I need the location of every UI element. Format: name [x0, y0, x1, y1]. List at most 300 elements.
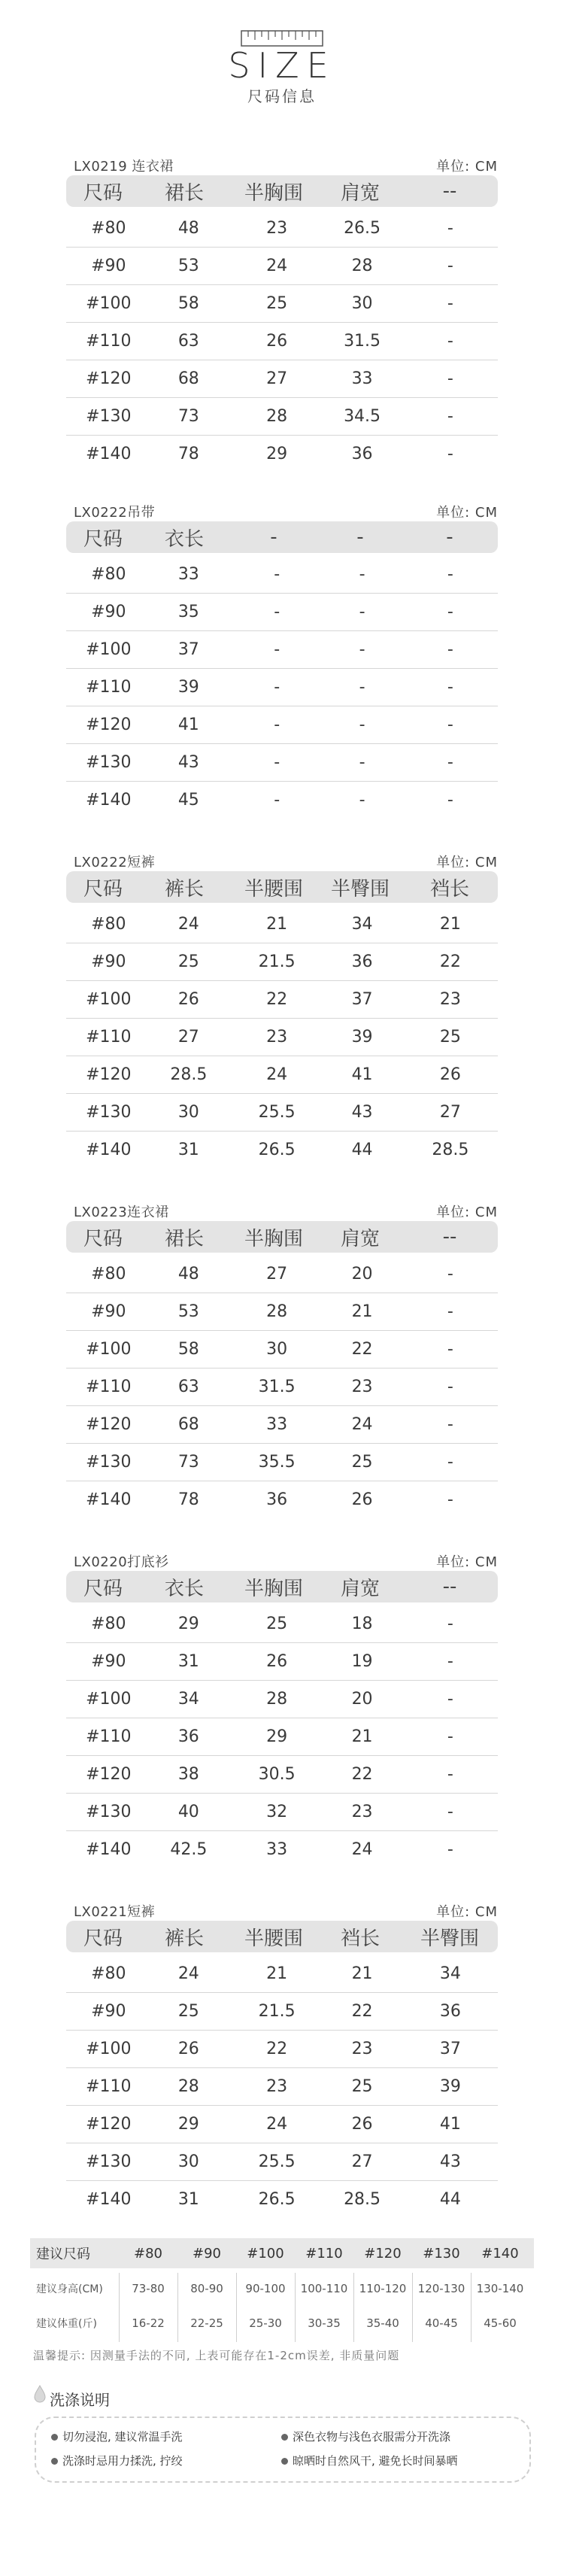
recommend-height: 120-130 — [417, 2282, 465, 2295]
table-row — [66, 1019, 498, 1056]
table-row — [66, 1681, 498, 1718]
column-header: 裙长 — [164, 181, 204, 205]
table-cell: 28.5 — [170, 1065, 208, 1084]
column-header: 裙长 — [164, 1227, 204, 1250]
size-table — [66, 1900, 498, 2218]
table-cell: - — [447, 640, 453, 659]
table-cell: 28.5 — [344, 2190, 381, 2209]
table-cell: #90 — [91, 1652, 126, 1671]
table-cell: - — [359, 678, 365, 697]
table-cell: 31.5 — [344, 332, 381, 351]
table-row — [66, 2031, 498, 2068]
table-row — [66, 1605, 498, 1643]
table-cell: - — [447, 1265, 453, 1283]
table-cell: 37 — [351, 990, 373, 1009]
table-cell: 34 — [177, 1690, 199, 1709]
table-cell: 31 — [177, 1652, 199, 1671]
table-cell: #90 — [91, 952, 126, 971]
table-cell: #140 — [86, 2190, 132, 2209]
table-cell: 21 — [351, 1964, 373, 1983]
table-cell: - — [447, 445, 453, 463]
recommend-weight: 40-45 — [425, 2316, 458, 2330]
table-cell: 22 — [439, 952, 461, 971]
table-row — [66, 1331, 498, 1368]
recommend-weight: 22-25 — [190, 2316, 223, 2330]
recommend-table — [30, 2238, 534, 2341]
wash-item — [51, 2429, 183, 2444]
table-cell: 68 — [177, 1415, 199, 1434]
table-cell: 29 — [177, 2115, 199, 2134]
table-cell: #120 — [86, 715, 132, 734]
table-cell: - — [447, 1765, 453, 1784]
table-cell: 25 — [351, 1453, 373, 1472]
table-cell: 24 — [266, 2115, 288, 2134]
table-cell: 63 — [177, 1378, 199, 1396]
table-unit: 单位: CM — [436, 855, 498, 870]
table-cell: - — [447, 603, 453, 621]
table-cell: 20 — [351, 1690, 373, 1709]
table-cell: 24 — [266, 1065, 288, 1084]
table-unit: 单位: CM — [436, 1554, 498, 1570]
table-row — [66, 210, 498, 248]
table-row — [66, 706, 498, 744]
table-cell: - — [447, 753, 453, 772]
table-cell: 34 — [351, 915, 373, 934]
table-cell: 19 — [351, 1652, 373, 1671]
recommend-height-label: 建议身高(CM) — [36, 2283, 103, 2295]
table-cell: 22 — [351, 1765, 373, 1784]
table-cell: #120 — [86, 1415, 132, 1434]
table-cell: 43 — [351, 1103, 373, 1122]
table-cell: 26.5 — [258, 2190, 296, 2209]
table-cell: 37 — [439, 2040, 461, 2058]
table-cell: - — [447, 257, 453, 275]
table-row — [66, 556, 498, 594]
table-cell: 26 — [266, 332, 288, 351]
table-cell: #130 — [86, 1103, 132, 1122]
table-cell: - — [447, 565, 453, 584]
table-cell: 30 — [177, 1103, 199, 1122]
table-cell: #110 — [86, 332, 132, 351]
table-cell: 68 — [177, 369, 199, 388]
column-divider — [412, 2273, 413, 2342]
table-cell: - — [447, 1490, 453, 1509]
column-header: 衣长 — [164, 1577, 204, 1600]
table-cell: 23 — [351, 2040, 373, 2058]
table-header — [66, 521, 498, 553]
table-title: LX0222吊带 — [74, 505, 156, 521]
table-row — [66, 594, 498, 631]
table-cell: 29 — [266, 445, 288, 463]
bullet-icon — [281, 2434, 288, 2441]
column-header: 尺码 — [83, 1577, 123, 1600]
table-cell: 26 — [177, 990, 199, 1009]
table-unit: 单位: CM — [436, 1204, 498, 1220]
table-title: LX0222短裤 — [74, 855, 156, 870]
recommend-height: 110-120 — [359, 2282, 407, 2295]
table-cell: - — [359, 640, 365, 659]
table-cell: 39 — [351, 1028, 373, 1046]
table-row — [66, 436, 498, 472]
table-row — [66, 2143, 498, 2181]
column-header: 尺码 — [83, 1227, 123, 1250]
table-cell: - — [447, 1803, 453, 1821]
table-cell: 30.5 — [258, 1765, 296, 1784]
table-cell: 26 — [439, 1065, 461, 1084]
wash-item-text: 洗涤时忌用力揉洗, 拧绞 — [62, 2454, 183, 2468]
table-cell: 20 — [351, 1265, 373, 1283]
table-cell: 22 — [351, 2002, 373, 2021]
table-cell: #110 — [86, 1727, 132, 1746]
table-cell: 21 — [351, 1302, 373, 1321]
water-drop-icon — [33, 2385, 47, 2406]
table-cell: 35.5 — [258, 1453, 296, 1472]
table-cell: 30 — [266, 1340, 288, 1359]
column-header: 半胸围 — [244, 181, 303, 205]
table-cell: - — [359, 603, 365, 621]
table-cell: #100 — [86, 294, 132, 313]
size-table — [66, 500, 498, 819]
table-cell: 21 — [266, 1964, 288, 1983]
column-header: 肩宽 — [340, 1577, 380, 1600]
table-cell: - — [359, 753, 365, 772]
table-cell: 32 — [266, 1803, 288, 1821]
wash-item — [281, 2453, 458, 2468]
table-cell: 26.5 — [344, 219, 381, 238]
wash-title: 洗涤说明 — [50, 2391, 110, 2409]
table-header — [66, 175, 498, 207]
table-cell: 31 — [177, 2190, 199, 2209]
table-cell: #80 — [91, 1265, 126, 1283]
column-header: 尺码 — [83, 877, 123, 901]
column-header: 半胸围 — [244, 1577, 303, 1600]
size-table — [66, 154, 498, 472]
table-cell: 29 — [177, 1615, 199, 1633]
table-cell: 23 — [439, 990, 461, 1009]
column-header: -- — [442, 1226, 457, 1248]
table-cell: - — [274, 640, 280, 659]
column-divider — [295, 2273, 296, 2342]
table-cell: 26 — [351, 2115, 373, 2134]
table-cell: 38 — [177, 1765, 199, 1784]
table-row — [66, 669, 498, 706]
table-row — [66, 1256, 498, 1293]
table-cell: 25.5 — [258, 1103, 296, 1122]
table-cell: 26 — [266, 1652, 288, 1671]
wash-item-text: 切勿浸泡, 建议常温手洗 — [62, 2430, 183, 2444]
table-cell: 25 — [351, 2077, 373, 2096]
table-cell: 36 — [177, 1727, 199, 1746]
recommend-weight-row — [30, 2306, 534, 2341]
table-cell: 18 — [351, 1615, 373, 1633]
table-row — [66, 2068, 498, 2106]
table-cell: 39 — [439, 2077, 461, 2096]
column-header: - — [270, 526, 277, 548]
table-cell: #130 — [86, 407, 132, 426]
table-title: LX0219 连衣裙 — [74, 159, 174, 175]
column-header: - — [446, 526, 453, 548]
table-row — [66, 782, 498, 819]
table-cell: 31 — [177, 1141, 199, 1159]
table-cell: - — [447, 219, 453, 238]
table-cell: 27 — [439, 1103, 461, 1122]
bullet-icon — [281, 2458, 288, 2465]
table-cell: 28 — [266, 1302, 288, 1321]
table-cell: - — [274, 565, 280, 584]
column-header: 尺码 — [83, 1927, 123, 1950]
table-cell: 36 — [439, 2002, 461, 2021]
table-header — [66, 871, 498, 903]
table-unit: 单位: CM — [436, 159, 498, 175]
table-cell: 24 — [177, 1964, 199, 1983]
table-cell: 29 — [266, 1727, 288, 1746]
recommend-size: #140 — [481, 2245, 519, 2262]
table-title: LX0220打底衫 — [74, 1554, 169, 1570]
table-cell: 21.5 — [258, 952, 296, 971]
size-table — [66, 1200, 498, 1518]
table-cell: - — [359, 565, 365, 584]
table-cell: #90 — [91, 2002, 126, 2021]
table-cell: 36 — [351, 445, 373, 463]
table-cell: 28.5 — [432, 1141, 469, 1159]
table-cell: - — [447, 1340, 453, 1359]
table-cell: #90 — [91, 603, 126, 621]
size-table — [66, 850, 498, 1168]
table-cell: 78 — [177, 1490, 199, 1509]
table-cell: 25 — [177, 2002, 199, 2021]
table-cell: 28 — [266, 407, 288, 426]
table-cell: 24 — [177, 915, 199, 934]
table-cell: 48 — [177, 1265, 199, 1283]
recommend-size: #100 — [247, 2245, 284, 2262]
table-cell: #130 — [86, 2152, 132, 2171]
table-cell: - — [447, 715, 453, 734]
table-header — [66, 1921, 498, 1952]
column-header: 半臀围 — [420, 1927, 479, 1950]
column-divider — [471, 2273, 472, 2342]
table-cell: #140 — [86, 1141, 132, 1159]
table-cell: 78 — [177, 445, 199, 463]
table-cell: #100 — [86, 2040, 132, 2058]
measurement-note: 温馨提示: 因测量手法的不同, 上表可能存在1-2cm误差, 非质量问题 — [33, 2349, 400, 2362]
table-row — [66, 1056, 498, 1094]
table-cell: 21 — [351, 1727, 373, 1746]
column-header: 衣长 — [164, 527, 204, 551]
column-header: 半腰围 — [244, 1927, 303, 1950]
column-header: 半臀围 — [330, 877, 390, 901]
column-divider — [119, 2273, 120, 2342]
table-cell: - — [447, 1727, 453, 1746]
size-title: SIZE — [228, 45, 336, 86]
table-cell: #110 — [86, 1378, 132, 1396]
table-cell: 36 — [351, 952, 373, 971]
table-cell: 24 — [351, 1415, 373, 1434]
table-cell: 24 — [266, 257, 288, 275]
table-cell: #100 — [86, 1340, 132, 1359]
column-header: - — [356, 526, 364, 548]
table-row — [66, 1718, 498, 1756]
table-cell: - — [447, 1453, 453, 1472]
table-cell: 23 — [351, 1803, 373, 1821]
table-cell: 34 — [439, 1964, 461, 1983]
table-cell: 30 — [351, 294, 373, 313]
table-cell: 27 — [177, 1028, 199, 1046]
wash-item-text: 深色衣物与浅色衣服需分开洗涤 — [293, 2430, 451, 2444]
column-header: 尺码 — [83, 181, 123, 205]
table-cell: #110 — [86, 1028, 132, 1046]
table-cell: 33 — [266, 1415, 288, 1434]
recommend-height: 80-90 — [190, 2282, 223, 2295]
size-table — [66, 1550, 498, 1868]
table-row — [66, 1444, 498, 1481]
column-header: 裤长 — [164, 1927, 204, 1950]
table-cell: #80 — [91, 915, 126, 934]
table-title: LX0221短裤 — [74, 1904, 156, 1920]
table-cell: 63 — [177, 332, 199, 351]
table-cell: 27 — [351, 2152, 373, 2171]
table-cell: 25 — [266, 294, 288, 313]
table-row — [66, 1794, 498, 1831]
recommend-weight: 45-60 — [484, 2316, 517, 2330]
wash-instructions — [35, 2417, 531, 2483]
table-cell: 28 — [351, 257, 373, 275]
table-cell: - — [447, 369, 453, 388]
table-cell: #100 — [86, 1690, 132, 1709]
table-cell: 28 — [177, 2077, 199, 2096]
table-cell: 44 — [351, 1141, 373, 1159]
recommend-size: #110 — [305, 2245, 343, 2262]
bullet-icon — [51, 2458, 58, 2465]
table-cell: 24 — [351, 1840, 373, 1859]
table-cell: 21.5 — [258, 2002, 296, 2021]
table-row — [66, 631, 498, 669]
recommend-header — [30, 2238, 534, 2268]
table-cell: 44 — [439, 2190, 461, 2209]
table-row — [66, 1831, 498, 1868]
column-header: 裤长 — [164, 877, 204, 901]
table-cell: 26.5 — [258, 1141, 296, 1159]
table-cell: 30 — [177, 2152, 199, 2171]
column-header: 尺码 — [83, 527, 123, 551]
table-row — [66, 2106, 498, 2143]
table-row — [66, 943, 498, 981]
table-cell: 27 — [266, 1265, 288, 1283]
table-cell: 48 — [177, 219, 199, 238]
table-row — [66, 1132, 498, 1168]
recommend-size: #120 — [364, 2245, 402, 2262]
column-header: 裆长 — [429, 877, 469, 901]
table-cell: 25 — [439, 1028, 461, 1046]
recommend-size: #90 — [193, 2245, 221, 2262]
table-row — [66, 323, 498, 360]
table-cell: - — [447, 1652, 453, 1671]
table-cell: #80 — [91, 1615, 126, 1633]
table-header — [66, 1571, 498, 1602]
table-cell: - — [447, 1415, 453, 1434]
table-cell: #120 — [86, 1765, 132, 1784]
table-cell: 23 — [266, 219, 288, 238]
table-cell: - — [274, 753, 280, 772]
table-unit: 单位: CM — [436, 1904, 498, 1920]
table-cell: 23 — [266, 1028, 288, 1046]
recommend-weight: 25-30 — [249, 2316, 282, 2330]
table-cell: 41 — [439, 2115, 461, 2134]
table-cell: #140 — [86, 445, 132, 463]
table-cell: 25 — [177, 952, 199, 971]
table-cell: 43 — [439, 2152, 461, 2171]
table-row — [66, 1293, 498, 1331]
size-subtitle: 尺码信息 — [247, 87, 317, 105]
table-cell: 40 — [177, 1803, 199, 1821]
table-cell: #140 — [86, 1490, 132, 1509]
table-cell: 37 — [177, 640, 199, 659]
recommend-height: 73-80 — [132, 2282, 165, 2295]
column-header: -- — [442, 180, 457, 202]
wash-item — [281, 2429, 450, 2444]
column-header: 裆长 — [340, 1927, 380, 1950]
column-header: 半胸围 — [244, 1227, 303, 1250]
table-row — [66, 360, 498, 398]
table-cell: 23 — [351, 1378, 373, 1396]
table-cell: 22 — [351, 1340, 373, 1359]
ruler-icon — [241, 30, 323, 47]
table-header — [66, 1221, 498, 1253]
table-cell: #120 — [86, 1065, 132, 1084]
table-cell: - — [447, 332, 453, 351]
column-divider — [236, 2273, 237, 2342]
wash-item — [51, 2453, 183, 2468]
table-cell: 53 — [177, 1302, 199, 1321]
table-cell: - — [447, 678, 453, 697]
table-cell: #130 — [86, 1803, 132, 1821]
size-header — [0, 30, 564, 106]
column-header: 半腰围 — [244, 877, 303, 901]
recommend-height: 100-110 — [300, 2282, 348, 2295]
table-cell: #140 — [86, 1840, 132, 1859]
table-row — [66, 1993, 498, 2031]
recommend-size: #130 — [423, 2245, 460, 2262]
table-cell: #100 — [86, 640, 132, 659]
table-cell: 73 — [177, 407, 199, 426]
table-cell: 34.5 — [344, 407, 381, 426]
table-row — [66, 1406, 498, 1444]
table-cell: #110 — [86, 2077, 132, 2096]
table-row — [66, 1094, 498, 1132]
table-cell: 41 — [351, 1065, 373, 1084]
bullet-icon — [51, 2434, 58, 2441]
table-cell: #100 — [86, 990, 132, 1009]
table-cell: #90 — [91, 257, 126, 275]
table-row — [66, 285, 498, 323]
table-cell: - — [447, 1840, 453, 1859]
recommend-weight: 30-35 — [308, 2316, 341, 2330]
column-divider — [353, 2273, 354, 2342]
table-cell: #130 — [86, 1453, 132, 1472]
recommend-height-row — [30, 2271, 534, 2306]
table-cell: - — [447, 791, 453, 810]
table-cell: 33 — [351, 369, 373, 388]
table-cell: 33 — [266, 1840, 288, 1859]
recommend-size: #80 — [134, 2245, 162, 2262]
table-cell: 23 — [266, 2077, 288, 2096]
table-cell: - — [274, 678, 280, 697]
table-unit: 单位: CM — [436, 505, 498, 521]
table-cell: 45 — [177, 791, 199, 810]
table-cell: - — [447, 1615, 453, 1633]
table-row — [66, 2181, 498, 2218]
table-cell: 58 — [177, 294, 199, 313]
table-cell: - — [359, 715, 365, 734]
